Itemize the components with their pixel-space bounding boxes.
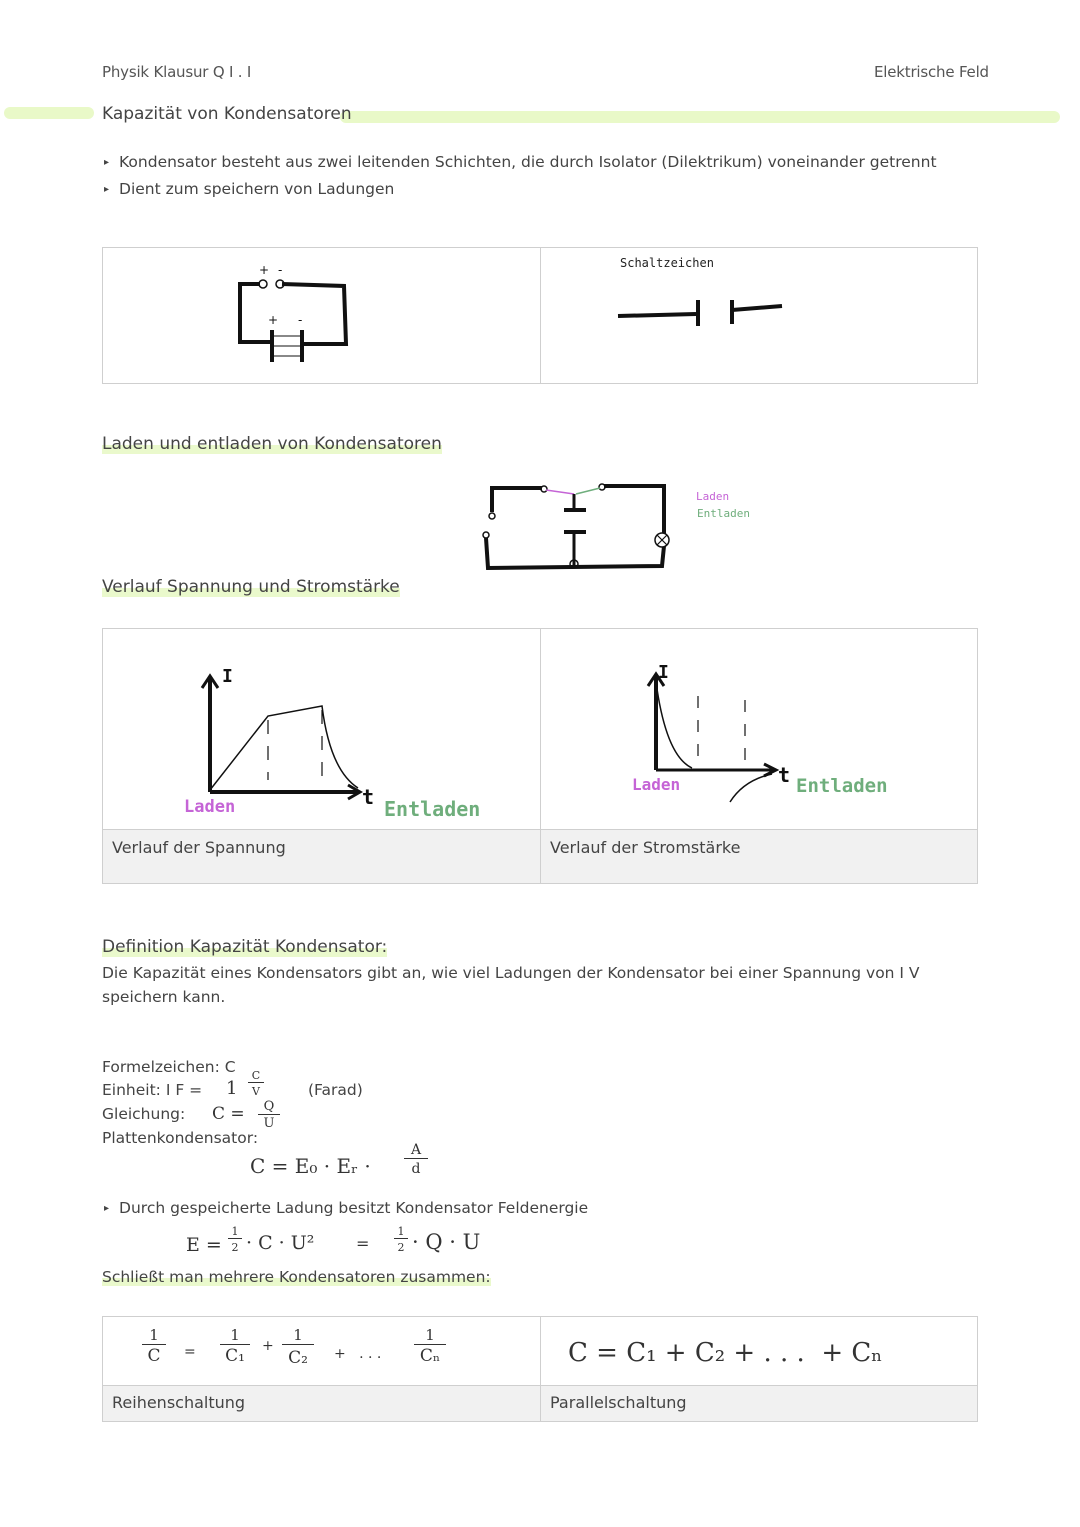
plattenkondensator-label: Plattenkondensator: (102, 1129, 259, 1147)
platten-denominator: d (411, 1161, 421, 1177)
caption-reihenschaltung: Reihenschaltung (103, 1385, 540, 1421)
legend-laden: Laden (696, 490, 730, 503)
voltage-laden-label: Laden (184, 797, 236, 817)
capacitor-circuit-drawing (230, 262, 360, 372)
reihe-tn-num: 1 (414, 1326, 446, 1345)
reihe-t2-num: 1 (282, 1326, 314, 1345)
schaltzeichen-label: Schaltzeichen (620, 256, 714, 270)
highlight-bar-left (4, 107, 94, 119)
reihe-t1-den: C₁ (225, 1346, 245, 1366)
reihe-tn-den: Cₙ (419, 1346, 441, 1366)
charging-circuit-drawing (480, 480, 680, 575)
voltage-x-axis-label: t (362, 785, 375, 809)
platten-formula: C = E₀ · Eᵣ · (250, 1154, 371, 1178)
einheit-value: 1 (226, 1078, 238, 1099)
energy-half-den-1: 2 (231, 1241, 239, 1254)
current-y-axis-label: I (658, 662, 669, 683)
einheit-denominator: V (252, 1085, 260, 1098)
section-title-definition: Definition Kapazität Kondensator: (102, 937, 388, 957)
gleichung-numerator: Q (258, 1100, 280, 1115)
current-curve-plot (626, 660, 906, 830)
voltage-curve-plot (180, 660, 510, 830)
header-right: Elektrische Feld (874, 63, 989, 81)
circuit-plus-plate: + (268, 313, 279, 327)
bullet-kondensator: ▸ Kondensator besteht aus zwei leitenden Schichten, die durch Isolator (Dilektrikum) voneinander getrennt (104, 150, 1004, 177)
section1-bullets (104, 150, 1004, 204)
energy-half-num-1: 1 (228, 1226, 242, 1239)
section-title-laden: Laden und entladen von Kondensatoren (102, 434, 442, 454)
current-entladen-label: Entladen (796, 775, 888, 797)
parallel-formula: C = C₁ + C₂ + . . . + Cₙ (568, 1338, 883, 1368)
reihe-dots: + . . . (334, 1346, 382, 1362)
reihe-t2-den: C₂ (288, 1348, 308, 1368)
bullet-speichern: ▸ Dient zum speichern von Ladungen (104, 177, 1004, 204)
bullet-feldenergie (104, 1196, 588, 1223)
section-title-kapazitaet: Kapazität von Kondensatoren (102, 104, 352, 124)
energy-formula-e: E = (186, 1234, 222, 1256)
circuit-plus-top: + (259, 263, 270, 277)
reihe-plus: + (262, 1338, 274, 1354)
box-divider (540, 248, 541, 383)
bullet-feldenergie-text: ▸ Durch gespeicherte Ladung besitzt Kondensator Feldenergie (104, 1199, 588, 1217)
definition-text: Die Kapazität eines Kondensators gibt an, wie viel Ladungen der Kondensator bei einer Spannung von I V speichern kann. (102, 964, 920, 1006)
header-left: Physik Klausur Q I . I (102, 63, 252, 81)
combine-heading: Schließt man mehrere Kondensatoren zusammen: (102, 1268, 491, 1286)
capacitor-symbol-icon (616, 296, 786, 326)
energy-half-num-2: 1 (394, 1226, 408, 1239)
energy-formula-qu: · Q · U (412, 1230, 481, 1254)
energy-formula-cu: · C · U² (246, 1232, 315, 1254)
section-title-verlauf: Verlauf Spannung und Stromstärke (102, 577, 400, 597)
highlight-bar-right (340, 111, 1060, 123)
reihe-t1-num: 1 (220, 1326, 250, 1345)
reihe-equals: = (184, 1344, 196, 1360)
energy-half-den-2: 2 (397, 1241, 405, 1254)
reihe-lhs-den: C (147, 1346, 161, 1366)
einheit-label: Einheit: I F = (102, 1081, 203, 1099)
gleichung-lhs: C = (212, 1104, 245, 1124)
current-x-axis-label: t (778, 763, 791, 787)
circuit-minus-top: - (278, 263, 283, 277)
gleichung-label: Gleichung: (102, 1105, 186, 1123)
reihe-lhs-num: 1 (142, 1326, 166, 1345)
circuit-minus-plate: - (298, 313, 303, 327)
caption-stromstaerke: Verlauf der Stromstärke (540, 829, 977, 883)
einheit-numerator: C (248, 1070, 264, 1083)
gleichung-denominator: U (263, 1116, 275, 1131)
farad-label: (Farad) (308, 1081, 363, 1099)
energy-formula-eq: = (356, 1234, 370, 1253)
formelzeichen: Formelzeichen: C (102, 1058, 236, 1076)
current-laden-label: Laden (632, 775, 681, 794)
voltage-entladen-label: Entladen (384, 797, 481, 821)
legend-entladen: Entladen (697, 507, 750, 520)
platten-numerator: A (404, 1142, 428, 1159)
caption-parallelschaltung: Parallelschaltung (540, 1385, 977, 1421)
caption-spannung: Verlauf der Spannung (103, 829, 540, 883)
voltage-y-axis-label: I (222, 666, 233, 687)
